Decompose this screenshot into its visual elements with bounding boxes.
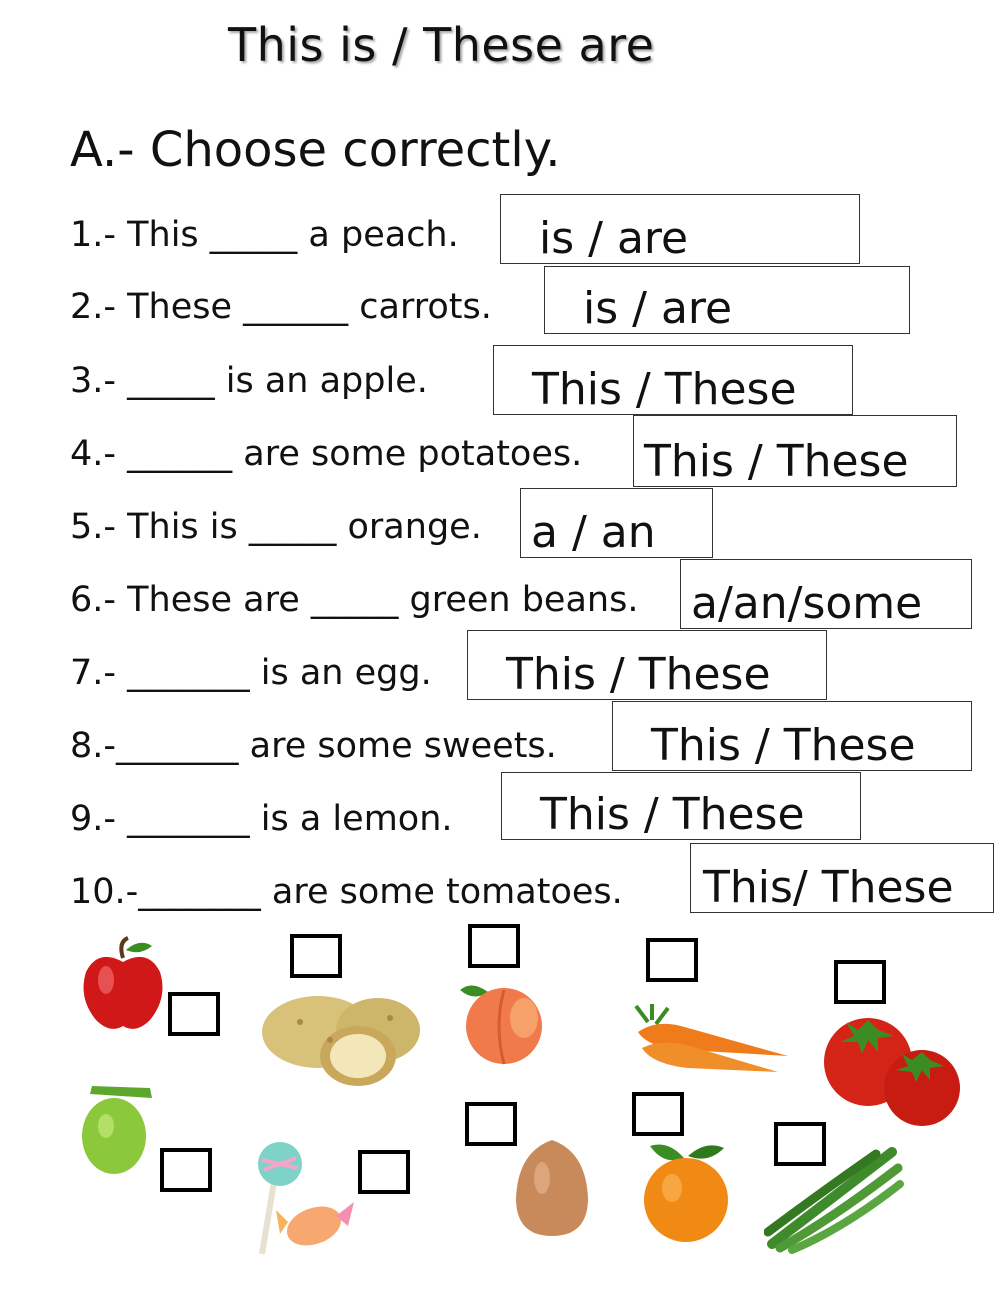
orange-icon: [640, 1140, 732, 1244]
checkbox-apple[interactable]: [168, 992, 220, 1036]
answer-options-5: a / an: [531, 507, 656, 558]
question-3: 3.- _____ is an apple.: [70, 361, 428, 401]
question-2: 2.- These ______ carrots.: [70, 287, 492, 327]
checkbox-tomatoes[interactable]: [834, 960, 886, 1004]
answer-dropdown-8[interactable]: [612, 701, 972, 771]
answer-dropdown-2[interactable]: [544, 266, 910, 334]
checkbox-lemon[interactable]: [160, 1148, 212, 1192]
question-4: 4.- ______ are some potatoes.: [70, 434, 583, 474]
answer-options-3: This / These: [532, 364, 797, 415]
egg-icon: [514, 1138, 590, 1238]
instruction-heading: A.- Choose correctly.: [70, 122, 561, 178]
answer-dropdown-4[interactable]: [633, 415, 957, 487]
peach-icon: [458, 978, 550, 1066]
question-7: 7.- _______ is an egg.: [70, 653, 432, 693]
green-beans-icon: [764, 1144, 904, 1254]
answer-dropdown-7[interactable]: [467, 630, 827, 700]
worksheet-title: This is / These are: [228, 18, 655, 72]
carrots-icon: [628, 1002, 794, 1078]
checkbox-carrots[interactable]: [646, 938, 698, 982]
question-9: 9.- _______ is a lemon.: [70, 799, 453, 839]
sweets-icon: [240, 1138, 356, 1258]
checkbox-orange[interactable]: [632, 1092, 684, 1136]
question-8: 8.-_______ are some sweets.: [70, 726, 557, 766]
checkbox-peach[interactable]: [468, 924, 520, 968]
potatoes-icon: [260, 986, 424, 1094]
answer-dropdown-6[interactable]: [680, 559, 972, 629]
checkbox-sweets[interactable]: [358, 1150, 410, 1194]
answer-options-2: is / are: [583, 283, 733, 334]
lemon-icon: [80, 1084, 160, 1178]
question-6: 6.- These are _____ green beans.: [70, 580, 639, 620]
answer-options-1: is / are: [539, 213, 689, 264]
apple-icon: [78, 936, 168, 1036]
answer-dropdown-9[interactable]: [501, 772, 861, 840]
question-5: 5.- This is _____ orange.: [70, 507, 482, 547]
answer-options-9: This / These: [540, 789, 805, 840]
answer-options-6: a/an/some: [691, 578, 923, 629]
answer-options-4: This / These: [644, 436, 909, 487]
question-10: 10.-_______ are some tomatoes.: [70, 872, 623, 912]
answer-options-10: This/ These: [703, 862, 954, 913]
answer-dropdown-1[interactable]: [500, 194, 860, 264]
answer-dropdown-5[interactable]: [520, 488, 713, 558]
answer-dropdown-3[interactable]: [493, 345, 853, 415]
tomatoes-icon: [818, 1008, 966, 1126]
checkbox-egg[interactable]: [465, 1102, 517, 1146]
question-1: 1.- This _____ a peach.: [70, 215, 459, 255]
checkbox-potatoes[interactable]: [290, 934, 342, 978]
answer-dropdown-10[interactable]: [690, 843, 994, 913]
answer-options-8: This / These: [651, 720, 916, 771]
answer-options-7: This / These: [506, 649, 771, 700]
